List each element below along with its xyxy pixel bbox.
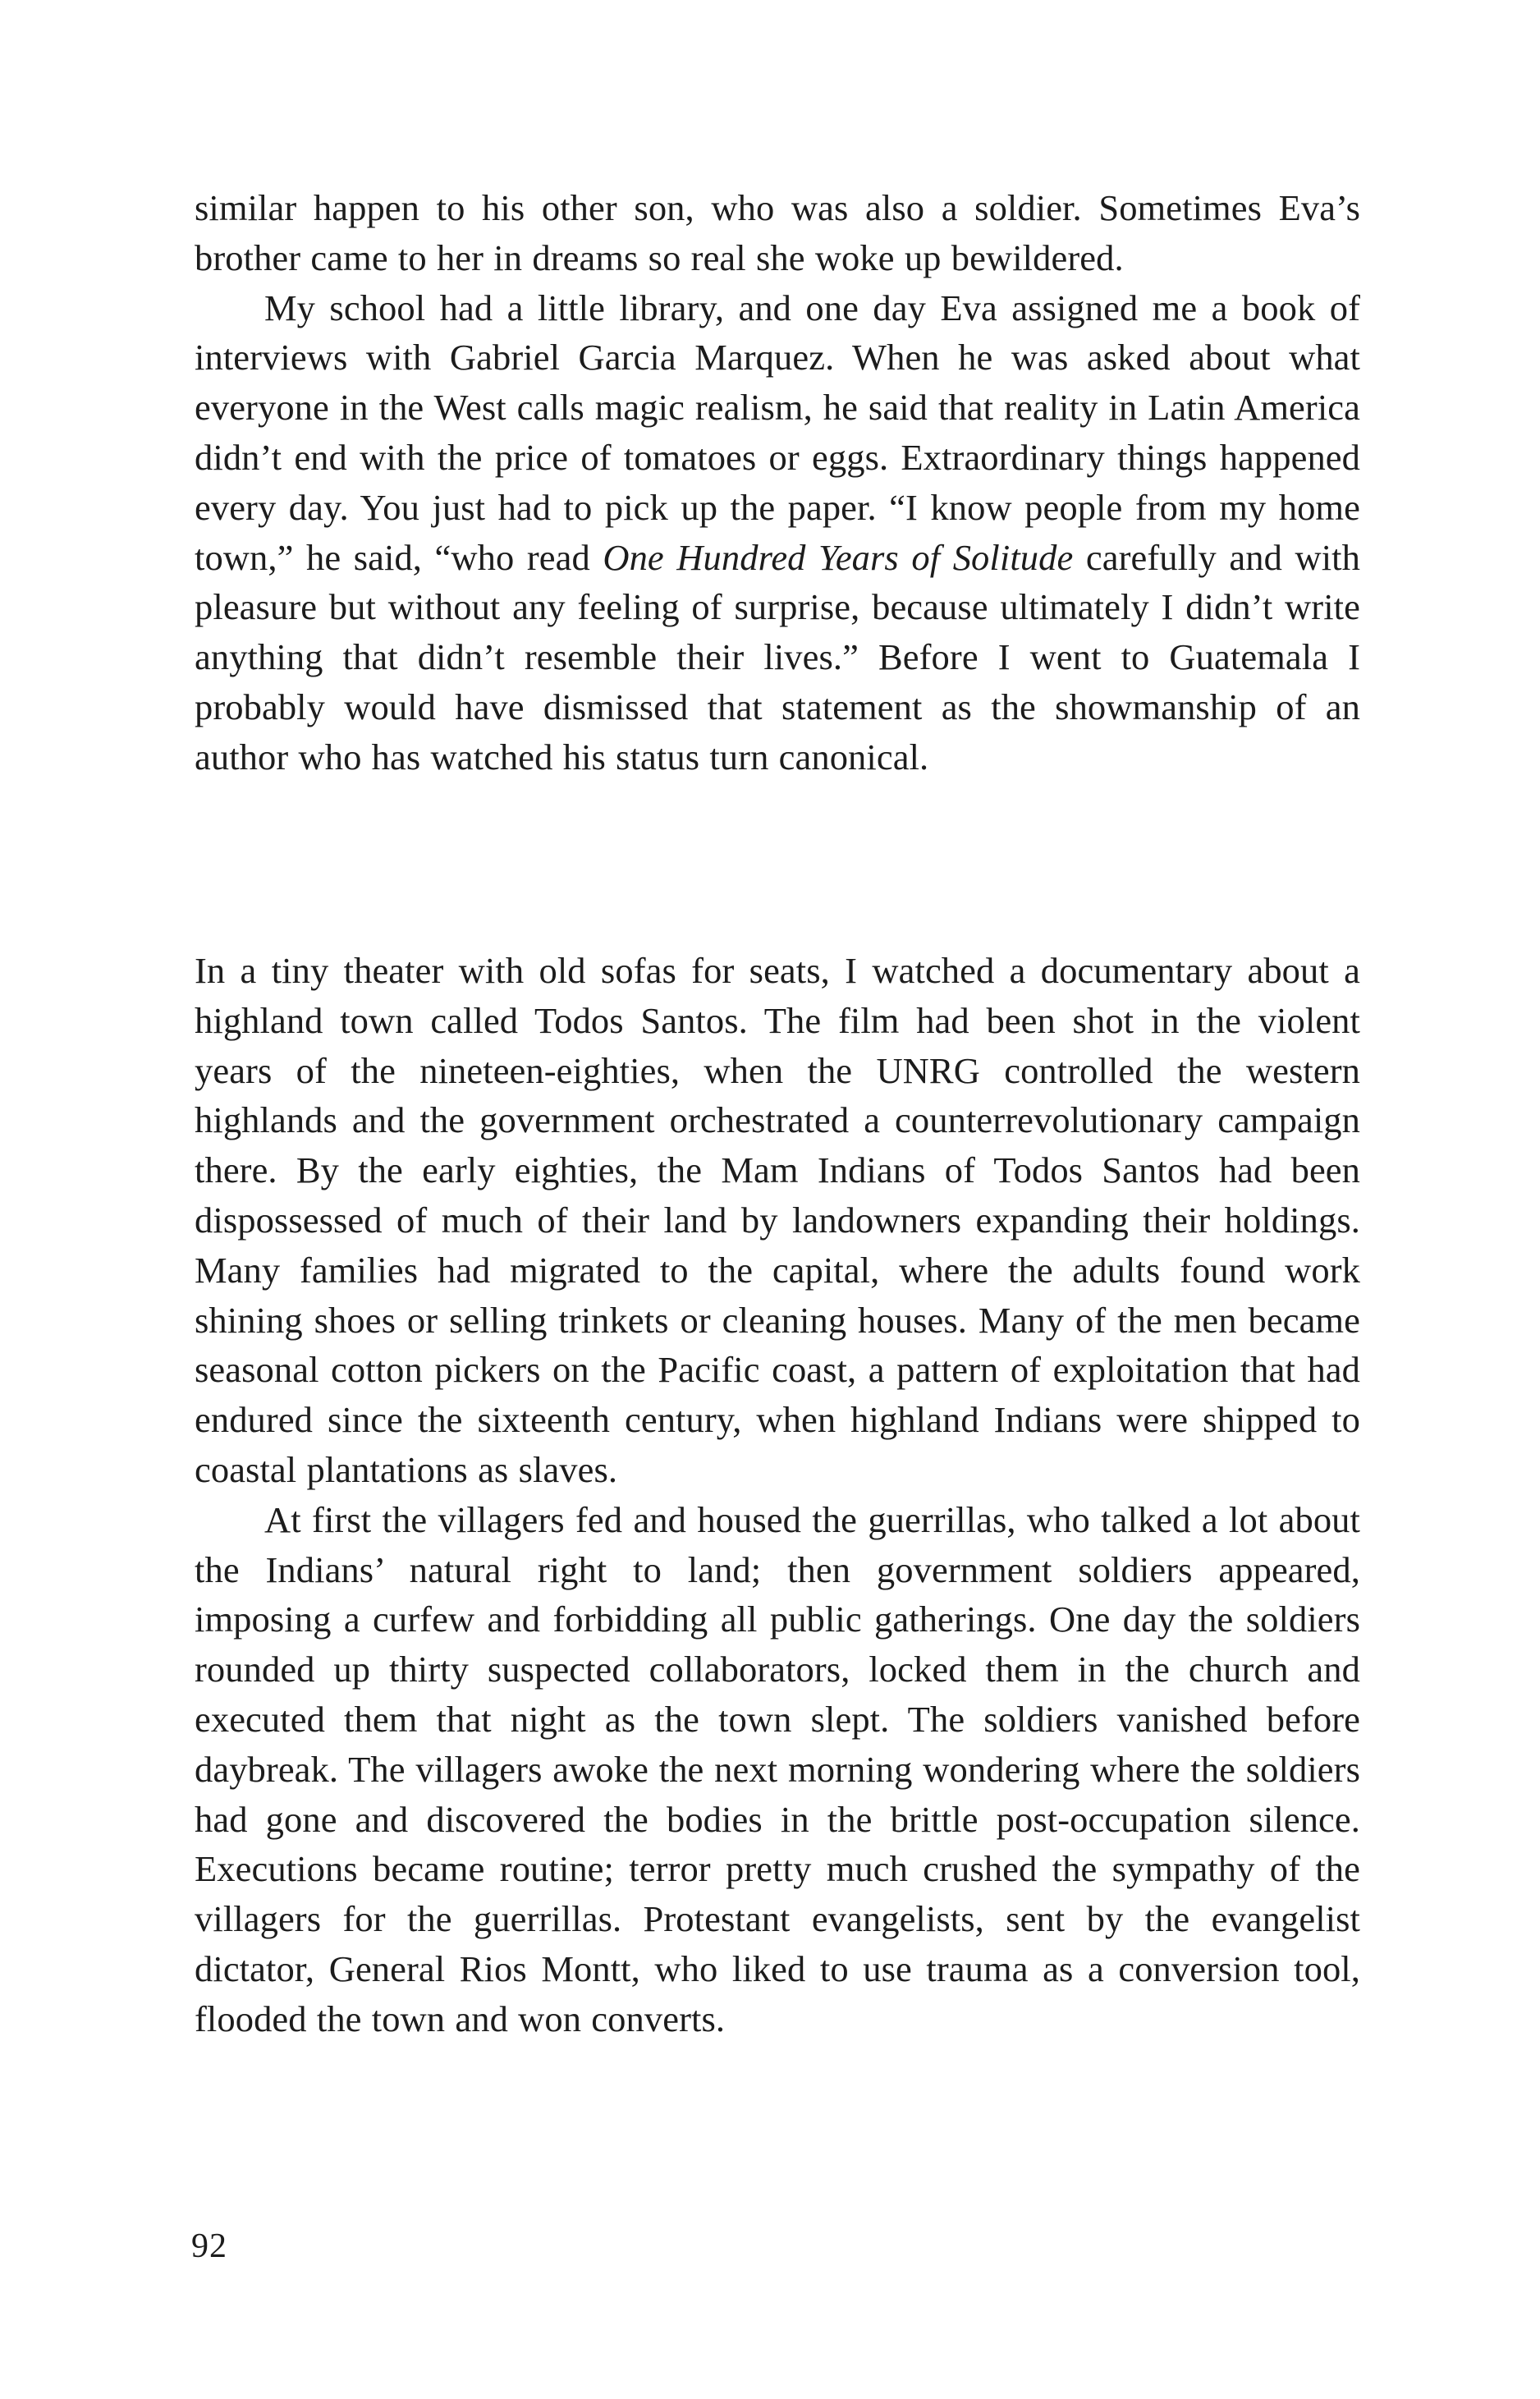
book-title: One Hundred Years of Solitude bbox=[603, 536, 1074, 578]
paragraph-text: carefully and with pleasure but without any feeling of surprise, because ultimately I didn’t write anything that didn’t resemble their lives.” Before I went to Guatemala I probably would have dismissed that statement as the showmanship of an author who has watched his status turn canonical. bbox=[195, 536, 1360, 777]
paragraph-continuation bbox=[195, 183, 1360, 283]
paragraph-text: similar happen to his other son, who was also a soldier. Sometimes Eva’s brother came to her in dreams so real she woke up bewildered. bbox=[195, 187, 1360, 278]
paragraph-text: My school had a little library, and one day Eva assigned me a book of interviews with Gabriel Garcia Marquez. When he was asked about what everyone in the West calls magic realism, he said that reality in Latin America didn’t end with the price of tomatoes or eggs. Extraordinary things happened every day. You just had to pick up the paper. “I know people from my home town,” he said, “who read bbox=[195, 287, 1360, 578]
section-one bbox=[195, 183, 1360, 782]
section-two bbox=[195, 946, 1360, 2044]
paragraph-library bbox=[195, 283, 1360, 782]
paragraph-villagers: At first the villagers fed and housed the guerrillas, who talked a lot about the Indians’ natural right to land; then government soldiers appeared, imposing a curfew and forbidding all public gatherings. One day the soldiers rounded up thirty suspected collaborators, locked them in the church and executed them that night as the town slept. The soldiers vanished before daybreak. The villagers awoke the next morning wondering where the soldiers had gone and discovered the bodies in the brittle post-occupation silence. Executions became routine; terror pretty much crushed the sympathy of the villagers for the guerrillas. Protestant evangelists, sent by the evangelist dictator, General Rios Montt, who liked to use trauma as a conversion tool, flooded the town and won converts. bbox=[195, 1498, 1360, 2039]
page-number: 92 bbox=[191, 2227, 227, 2265]
paragraph-theater: In a tiny theater with old sofas for seats, I watched a documentary about a highland town called Todos Santos. The film had been shot in the violent years of the nineteen-eighties, when the UNRG controlled the western highlands and the government orchestrated a counterrevolutionary campaign there. By the early eighties, the Mam Indians of Todos Santos had been dispossessed of much of their land by landowners expanding their holdings. Many families had migrated to the capital, where the adults found work shining shoes or selling trinkets or cleaning houses. Many of the men became seasonal cotton pickers on the Pacific coast, a pattern of exploitation that had endured since the sixteenth century, when highland Indians were shipped to coastal plantations as slaves. bbox=[195, 950, 1360, 1490]
